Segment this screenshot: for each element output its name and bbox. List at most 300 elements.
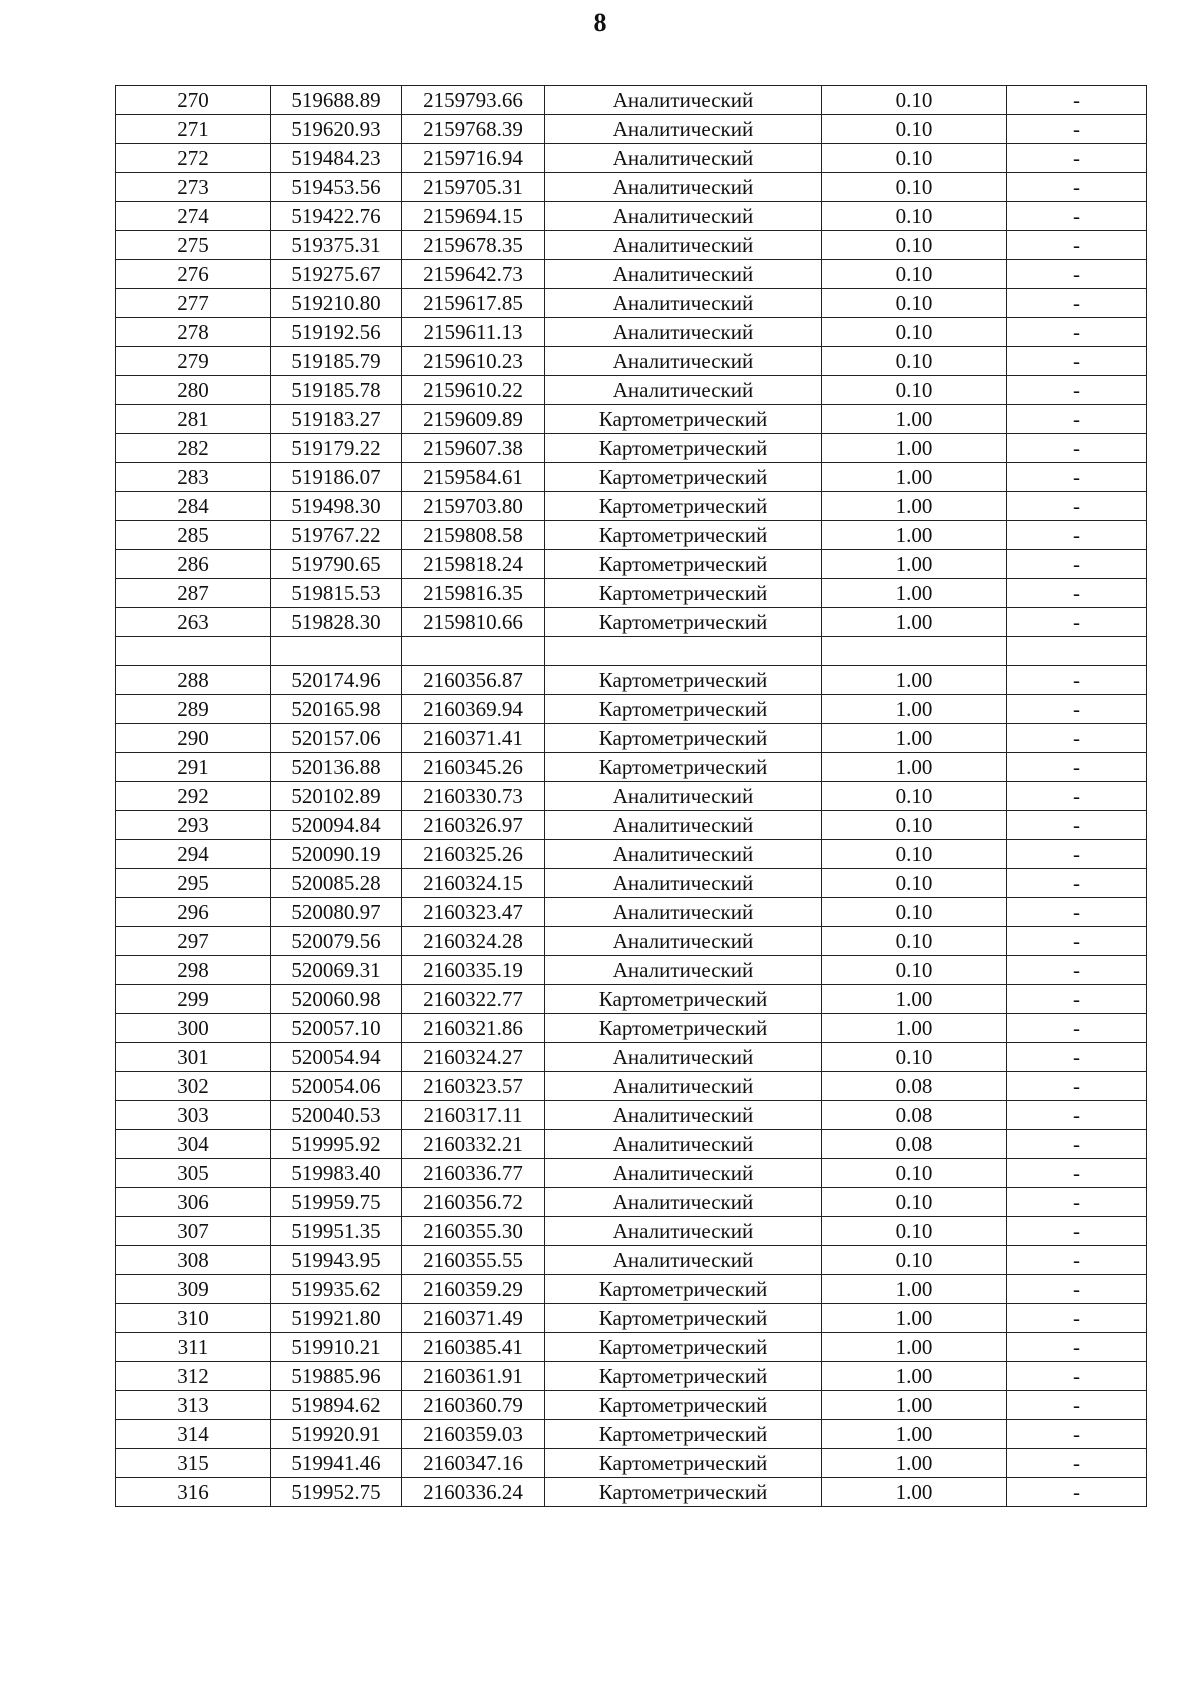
- y-coordinate-cell: 2159810.66: [402, 608, 545, 637]
- table-row: [116, 1014, 1147, 1043]
- table-row: [116, 405, 1147, 434]
- method-cell: Аналитический: [545, 811, 822, 840]
- y-coordinate-cell: 2159816.35: [402, 579, 545, 608]
- note-cell: -: [1007, 347, 1147, 376]
- note-cell: -: [1007, 1275, 1147, 1304]
- x-coordinate-cell: 520054.94: [271, 1043, 402, 1072]
- note-cell: -: [1007, 202, 1147, 231]
- method-cell: Аналитический: [545, 318, 822, 347]
- x-coordinate-cell: 520054.06: [271, 1072, 402, 1101]
- y-coordinate-cell: 2159793.66: [402, 86, 545, 115]
- note-cell: -: [1007, 463, 1147, 492]
- note-cell: -: [1007, 956, 1147, 985]
- point-number-cell: 285: [116, 521, 271, 550]
- note-cell: -: [1007, 1159, 1147, 1188]
- point-number-cell: 283: [116, 463, 271, 492]
- accuracy-cell: 0.08: [822, 1130, 1007, 1159]
- x-coordinate-cell: 519210.80: [271, 289, 402, 318]
- table-row: [116, 550, 1147, 579]
- note-cell: -: [1007, 1101, 1147, 1130]
- note-cell: -: [1007, 666, 1147, 695]
- y-coordinate-cell: 2160322.77: [402, 985, 545, 1014]
- table-row: [116, 1449, 1147, 1478]
- y-coordinate-cell: 2159678.35: [402, 231, 545, 260]
- note-cell: -: [1007, 1130, 1147, 1159]
- table-row: [116, 173, 1147, 202]
- y-coordinate-cell: 2160359.29: [402, 1275, 545, 1304]
- note-cell: -: [1007, 1333, 1147, 1362]
- y-coordinate-cell: 2160356.87: [402, 666, 545, 695]
- table-row: [116, 1188, 1147, 1217]
- point-number-cell: 282: [116, 434, 271, 463]
- x-coordinate-cell: 519935.62: [271, 1275, 402, 1304]
- method-cell: Картометрический: [545, 434, 822, 463]
- point-number-cell: 303: [116, 1101, 271, 1130]
- y-coordinate-cell: 2160355.30: [402, 1217, 545, 1246]
- note-cell: -: [1007, 927, 1147, 956]
- point-number-cell: 302: [116, 1072, 271, 1101]
- note-cell: -: [1007, 434, 1147, 463]
- method-cell: Аналитический: [545, 782, 822, 811]
- y-coordinate-cell: 2160371.41: [402, 724, 545, 753]
- method-cell: Картометрический: [545, 724, 822, 753]
- y-coordinate-cell: 2160323.47: [402, 898, 545, 927]
- note-cell: -: [1007, 173, 1147, 202]
- note-cell: -: [1007, 1043, 1147, 1072]
- y-coordinate-cell: 2160356.72: [402, 1188, 545, 1217]
- accuracy-cell: 1.00: [822, 1420, 1007, 1449]
- table-row: [116, 811, 1147, 840]
- table-row: [116, 1101, 1147, 1130]
- y-coordinate-cell: 2160321.86: [402, 1014, 545, 1043]
- method-cell: Картометрический: [545, 753, 822, 782]
- method-cell: Аналитический: [545, 376, 822, 405]
- accuracy-cell: 1.00: [822, 695, 1007, 724]
- point-number-cell: 286: [116, 550, 271, 579]
- table-row: [116, 347, 1147, 376]
- accuracy-cell: 1.00: [822, 1362, 1007, 1391]
- method-cell: Картометрический: [545, 1478, 822, 1507]
- accuracy-cell: 0.10: [822, 231, 1007, 260]
- point-number-cell: 273: [116, 173, 271, 202]
- table-row: [116, 86, 1147, 115]
- table-body: [116, 86, 1147, 1507]
- method-cell: Картометрический: [545, 1420, 822, 1449]
- method-cell: Аналитический: [545, 260, 822, 289]
- note-cell: -: [1007, 579, 1147, 608]
- point-number-cell: 278: [116, 318, 271, 347]
- method-cell: Картометрический: [545, 1275, 822, 1304]
- note-cell: -: [1007, 521, 1147, 550]
- table-row: [116, 724, 1147, 753]
- table-row: [116, 463, 1147, 492]
- method-cell: Аналитический: [545, 1188, 822, 1217]
- table-row: [116, 376, 1147, 405]
- point-number-cell: 290: [116, 724, 271, 753]
- accuracy-cell: 1.00: [822, 434, 1007, 463]
- x-coordinate-cell: 519921.80: [271, 1304, 402, 1333]
- point-number-cell: 295: [116, 869, 271, 898]
- accuracy-cell: 1.00: [822, 492, 1007, 521]
- note-cell: -: [1007, 753, 1147, 782]
- x-coordinate-cell: 519498.30: [271, 492, 402, 521]
- method-cell: Аналитический: [545, 202, 822, 231]
- table-row: [116, 115, 1147, 144]
- method-cell: Картометрический: [545, 666, 822, 695]
- accuracy-cell: 0.10: [822, 1159, 1007, 1188]
- page-number: 8: [593, 8, 607, 37]
- accuracy-cell: 0.10: [822, 1043, 1007, 1072]
- y-coordinate-cell: 2160369.94: [402, 695, 545, 724]
- y-coordinate-cell: 2159607.38: [402, 434, 545, 463]
- accuracy-cell: 0.10: [822, 927, 1007, 956]
- x-coordinate-cell: 520094.84: [271, 811, 402, 840]
- method-cell: Картометрический: [545, 579, 822, 608]
- point-number-cell: 304: [116, 1130, 271, 1159]
- y-coordinate-cell: 2159818.24: [402, 550, 545, 579]
- accuracy-cell: 0.10: [822, 260, 1007, 289]
- accuracy-cell: 0.10: [822, 289, 1007, 318]
- y-coordinate-cell: 2160332.21: [402, 1130, 545, 1159]
- point-number-cell: 279: [116, 347, 271, 376]
- note-cell: -: [1007, 1478, 1147, 1507]
- table-row: [116, 289, 1147, 318]
- point-number-cell: 314: [116, 1420, 271, 1449]
- note-cell: -: [1007, 1072, 1147, 1101]
- x-coordinate-cell: 519910.21: [271, 1333, 402, 1362]
- x-coordinate-cell: 520090.19: [271, 840, 402, 869]
- table-row: [116, 695, 1147, 724]
- x-coordinate-cell: 520165.98: [271, 695, 402, 724]
- accuracy-cell: 0.10: [822, 811, 1007, 840]
- point-number-cell: 299: [116, 985, 271, 1014]
- x-coordinate-cell: 520040.53: [271, 1101, 402, 1130]
- table-row: [116, 1246, 1147, 1275]
- accuracy-cell: 1.00: [822, 521, 1007, 550]
- x-coordinate-cell: 520102.89: [271, 782, 402, 811]
- table-row: [116, 260, 1147, 289]
- accuracy-cell: 0.08: [822, 1072, 1007, 1101]
- accuracy-cell: 0.10: [822, 898, 1007, 927]
- x-coordinate-cell: 519453.56: [271, 173, 402, 202]
- table-row: [116, 434, 1147, 463]
- accuracy-cell: 1.00: [822, 985, 1007, 1014]
- table-row: [116, 637, 1147, 666]
- accuracy-cell: 0.08: [822, 1101, 1007, 1130]
- note-cell: -: [1007, 1014, 1147, 1043]
- y-coordinate-cell: 2160359.03: [402, 1420, 545, 1449]
- note-cell: -: [1007, 405, 1147, 434]
- accuracy-cell: 0.10: [822, 376, 1007, 405]
- note-cell: -: [1007, 1217, 1147, 1246]
- point-number-cell: 312: [116, 1362, 271, 1391]
- accuracy-cell: 1.00: [822, 1391, 1007, 1420]
- method-cell: Аналитический: [545, 1130, 822, 1159]
- x-coordinate-cell: 519275.67: [271, 260, 402, 289]
- x-coordinate-cell: [271, 637, 402, 666]
- x-coordinate-cell: 519422.76: [271, 202, 402, 231]
- note-cell: -: [1007, 724, 1147, 753]
- note-cell: -: [1007, 811, 1147, 840]
- y-coordinate-cell: 2160324.28: [402, 927, 545, 956]
- table-row: [116, 1362, 1147, 1391]
- table-row: [116, 1478, 1147, 1507]
- y-coordinate-cell: 2159609.89: [402, 405, 545, 434]
- point-number-cell: 301: [116, 1043, 271, 1072]
- accuracy-cell: 1.00: [822, 1014, 1007, 1043]
- point-number-cell: 307: [116, 1217, 271, 1246]
- x-coordinate-cell: 519951.35: [271, 1217, 402, 1246]
- note-cell: -: [1007, 318, 1147, 347]
- method-cell: Аналитический: [545, 347, 822, 376]
- method-cell: Аналитический: [545, 1159, 822, 1188]
- accuracy-cell: 0.10: [822, 1217, 1007, 1246]
- accuracy-cell: 0.10: [822, 144, 1007, 173]
- point-number-cell: 287: [116, 579, 271, 608]
- y-coordinate-cell: 2160347.16: [402, 1449, 545, 1478]
- point-number-cell: 309: [116, 1275, 271, 1304]
- note-cell: -: [1007, 1304, 1147, 1333]
- method-cell: Картометрический: [545, 1362, 822, 1391]
- method-cell: Аналитический: [545, 115, 822, 144]
- note-cell: -: [1007, 115, 1147, 144]
- x-coordinate-cell: 519920.91: [271, 1420, 402, 1449]
- x-coordinate-cell: 520060.98: [271, 985, 402, 1014]
- table-row: [116, 1333, 1147, 1362]
- method-cell: Картометрический: [545, 405, 822, 434]
- coordinates-table: [115, 85, 1147, 1507]
- method-cell: Картометрический: [545, 492, 822, 521]
- note-cell: -: [1007, 260, 1147, 289]
- point-number-cell: 274: [116, 202, 271, 231]
- x-coordinate-cell: 520085.28: [271, 869, 402, 898]
- accuracy-cell: 1.00: [822, 1304, 1007, 1333]
- y-coordinate-cell: 2160385.41: [402, 1333, 545, 1362]
- table-row: [116, 956, 1147, 985]
- note-cell: [1007, 637, 1147, 666]
- point-number-cell: 316: [116, 1478, 271, 1507]
- accuracy-cell: 1.00: [822, 405, 1007, 434]
- note-cell: -: [1007, 1420, 1147, 1449]
- x-coordinate-cell: 520136.88: [271, 753, 402, 782]
- method-cell: [545, 637, 822, 666]
- y-coordinate-cell: 2159768.39: [402, 115, 545, 144]
- point-number-cell: 310: [116, 1304, 271, 1333]
- note-cell: -: [1007, 782, 1147, 811]
- accuracy-cell: 1.00: [822, 753, 1007, 782]
- y-coordinate-cell: 2160317.11: [402, 1101, 545, 1130]
- accuracy-cell: [822, 637, 1007, 666]
- accuracy-cell: 0.10: [822, 318, 1007, 347]
- x-coordinate-cell: 519815.53: [271, 579, 402, 608]
- x-coordinate-cell: 520157.06: [271, 724, 402, 753]
- x-coordinate-cell: 519943.95: [271, 1246, 402, 1275]
- accuracy-cell: 0.10: [822, 1188, 1007, 1217]
- note-cell: -: [1007, 1362, 1147, 1391]
- accuracy-cell: 1.00: [822, 724, 1007, 753]
- method-cell: Аналитический: [545, 1072, 822, 1101]
- point-number-cell: 272: [116, 144, 271, 173]
- x-coordinate-cell: 519959.75: [271, 1188, 402, 1217]
- note-cell: -: [1007, 86, 1147, 115]
- table-row: [116, 202, 1147, 231]
- y-coordinate-cell: 2159610.22: [402, 376, 545, 405]
- table-row: [116, 318, 1147, 347]
- x-coordinate-cell: 520069.31: [271, 956, 402, 985]
- note-cell: -: [1007, 144, 1147, 173]
- y-coordinate-cell: 2159703.80: [402, 492, 545, 521]
- point-number-cell: 311: [116, 1333, 271, 1362]
- y-coordinate-cell: 2160326.97: [402, 811, 545, 840]
- accuracy-cell: 1.00: [822, 1449, 1007, 1478]
- y-coordinate-cell: 2160371.49: [402, 1304, 545, 1333]
- y-coordinate-cell: 2160336.24: [402, 1478, 545, 1507]
- x-coordinate-cell: 519179.22: [271, 434, 402, 463]
- note-cell: -: [1007, 550, 1147, 579]
- note-cell: -: [1007, 840, 1147, 869]
- method-cell: Аналитический: [545, 1246, 822, 1275]
- table-row: [116, 1159, 1147, 1188]
- method-cell: Аналитический: [545, 898, 822, 927]
- accuracy-cell: 0.10: [822, 956, 1007, 985]
- y-coordinate-cell: 2159705.31: [402, 173, 545, 202]
- accuracy-cell: 0.10: [822, 1246, 1007, 1275]
- y-coordinate-cell: 2160335.19: [402, 956, 545, 985]
- point-number-cell: 291: [116, 753, 271, 782]
- note-cell: -: [1007, 492, 1147, 521]
- table-row: [116, 927, 1147, 956]
- note-cell: -: [1007, 1188, 1147, 1217]
- x-coordinate-cell: 519186.07: [271, 463, 402, 492]
- method-cell: Аналитический: [545, 1043, 822, 1072]
- table-row: [116, 144, 1147, 173]
- accuracy-cell: 1.00: [822, 1333, 1007, 1362]
- method-cell: Картометрический: [545, 1014, 822, 1043]
- x-coordinate-cell: 519885.96: [271, 1362, 402, 1391]
- method-cell: Картометрический: [545, 463, 822, 492]
- y-coordinate-cell: 2160325.26: [402, 840, 545, 869]
- note-cell: -: [1007, 1449, 1147, 1478]
- y-coordinate-cell: 2159610.23: [402, 347, 545, 376]
- method-cell: Аналитический: [545, 927, 822, 956]
- accuracy-cell: 1.00: [822, 666, 1007, 695]
- x-coordinate-cell: 519995.92: [271, 1130, 402, 1159]
- table-row: [116, 753, 1147, 782]
- method-cell: Аналитический: [545, 1101, 822, 1130]
- point-number-cell: 271: [116, 115, 271, 144]
- point-number-cell: 313: [116, 1391, 271, 1420]
- point-number-cell: 288: [116, 666, 271, 695]
- table-row: [116, 1130, 1147, 1159]
- y-coordinate-cell: 2159716.94: [402, 144, 545, 173]
- y-coordinate-cell: 2159642.73: [402, 260, 545, 289]
- y-coordinate-cell: 2160360.79: [402, 1391, 545, 1420]
- accuracy-cell: 1.00: [822, 463, 1007, 492]
- x-coordinate-cell: 519767.22: [271, 521, 402, 550]
- y-coordinate-cell: [402, 637, 545, 666]
- point-number-cell: 276: [116, 260, 271, 289]
- x-coordinate-cell: 520080.97: [271, 898, 402, 927]
- point-number-cell: 292: [116, 782, 271, 811]
- method-cell: Картометрический: [545, 985, 822, 1014]
- point-number-cell: 270: [116, 86, 271, 115]
- y-coordinate-cell: 2159694.15: [402, 202, 545, 231]
- x-coordinate-cell: 519185.79: [271, 347, 402, 376]
- point-number-cell: 306: [116, 1188, 271, 1217]
- table-row: [116, 1072, 1147, 1101]
- method-cell: Картометрический: [545, 1391, 822, 1420]
- table-row: [116, 231, 1147, 260]
- method-cell: Аналитический: [545, 956, 822, 985]
- y-coordinate-cell: 2160324.15: [402, 869, 545, 898]
- method-cell: Аналитический: [545, 869, 822, 898]
- point-number-cell: 296: [116, 898, 271, 927]
- point-number-cell: 294: [116, 840, 271, 869]
- accuracy-cell: 0.10: [822, 347, 1007, 376]
- point-number-cell: 305: [116, 1159, 271, 1188]
- point-number-cell: 300: [116, 1014, 271, 1043]
- point-number-cell: 315: [116, 1449, 271, 1478]
- note-cell: -: [1007, 608, 1147, 637]
- accuracy-cell: 1.00: [822, 579, 1007, 608]
- x-coordinate-cell: 520174.96: [271, 666, 402, 695]
- method-cell: Аналитический: [545, 173, 822, 202]
- method-cell: Картометрический: [545, 695, 822, 724]
- y-coordinate-cell: 2159611.13: [402, 318, 545, 347]
- point-number-cell: [116, 637, 271, 666]
- table-row: [116, 1391, 1147, 1420]
- accuracy-cell: 0.10: [822, 840, 1007, 869]
- table-row: [116, 1275, 1147, 1304]
- y-coordinate-cell: 2160324.27: [402, 1043, 545, 1072]
- table-row: [116, 521, 1147, 550]
- x-coordinate-cell: 519941.46: [271, 1449, 402, 1478]
- table-row: [116, 608, 1147, 637]
- point-number-cell: 284: [116, 492, 271, 521]
- note-cell: -: [1007, 1391, 1147, 1420]
- table-row: [116, 1420, 1147, 1449]
- table-row: [116, 782, 1147, 811]
- table-row: [116, 869, 1147, 898]
- table-row: [116, 898, 1147, 927]
- method-cell: Аналитический: [545, 289, 822, 318]
- x-coordinate-cell: 519484.23: [271, 144, 402, 173]
- method-cell: Картометрический: [545, 521, 822, 550]
- x-coordinate-cell: 519983.40: [271, 1159, 402, 1188]
- accuracy-cell: 0.10: [822, 202, 1007, 231]
- method-cell: Аналитический: [545, 840, 822, 869]
- table-row: [116, 492, 1147, 521]
- point-number-cell: 289: [116, 695, 271, 724]
- y-coordinate-cell: 2160355.55: [402, 1246, 545, 1275]
- table-row: [116, 666, 1147, 695]
- table-row: [116, 840, 1147, 869]
- method-cell: Аналитический: [545, 231, 822, 260]
- note-cell: -: [1007, 231, 1147, 260]
- x-coordinate-cell: 520057.10: [271, 1014, 402, 1043]
- x-coordinate-cell: 519894.62: [271, 1391, 402, 1420]
- method-cell: Картометрический: [545, 1449, 822, 1478]
- y-coordinate-cell: 2160330.73: [402, 782, 545, 811]
- y-coordinate-cell: 2159584.61: [402, 463, 545, 492]
- accuracy-cell: 1.00: [822, 1275, 1007, 1304]
- table-row: [116, 579, 1147, 608]
- y-coordinate-cell: 2160336.77: [402, 1159, 545, 1188]
- x-coordinate-cell: 520079.56: [271, 927, 402, 956]
- point-number-cell: 308: [116, 1246, 271, 1275]
- accuracy-cell: 1.00: [822, 608, 1007, 637]
- method-cell: Картометрический: [545, 550, 822, 579]
